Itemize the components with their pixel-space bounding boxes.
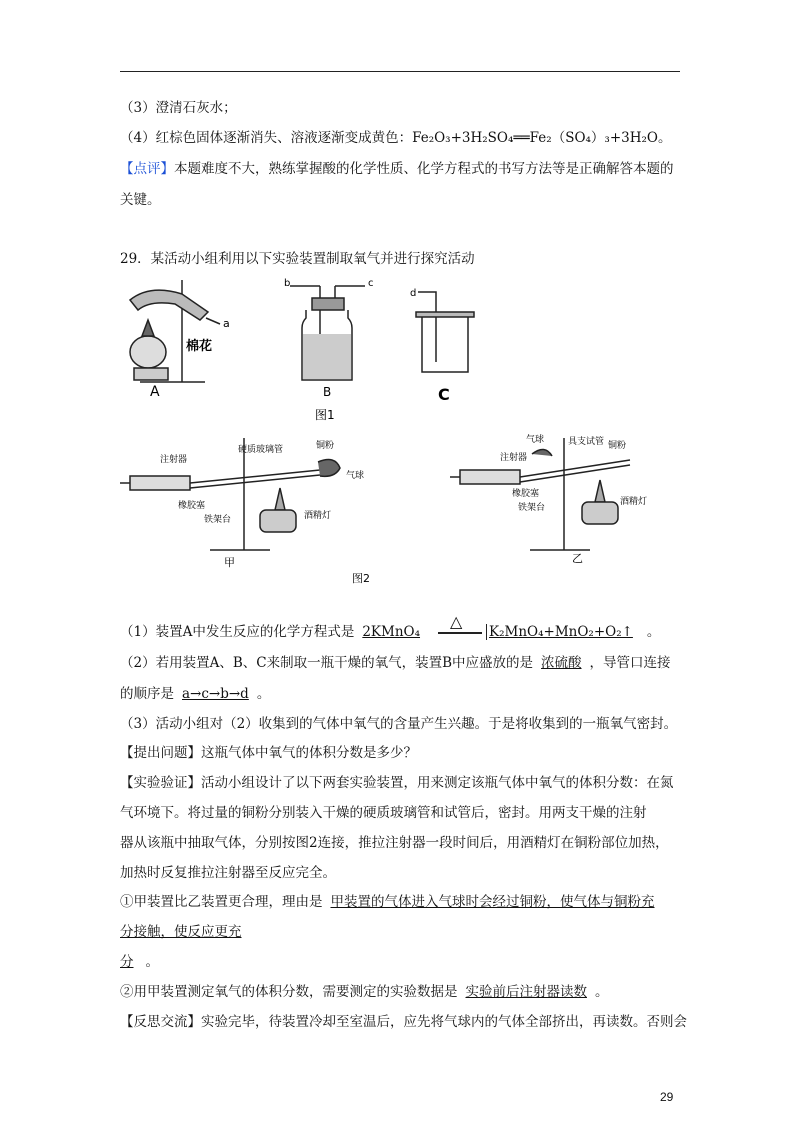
verify-line-4: 加热时反复推拉注射器至反应完全。 <box>120 865 336 881</box>
label-a: a <box>223 317 230 330</box>
label-rubber-plug-jia: 橡胶塞 <box>178 501 206 511</box>
delta-sign: △ <box>450 612 463 631</box>
label-glass-tube: 硬质玻璃管 <box>238 445 284 455</box>
answer-line-4: （4）红棕色固体逐渐消失、溶液逐渐变成黄色：Fe₂O₃+3H₂SO₄══Fe₂（SO₄）₃+3H₂O。 <box>120 130 672 146</box>
answer-line-3: （3）澄清石灰水； <box>120 100 237 116</box>
p2-line2-prefix: 的顺序是 <box>120 686 174 702</box>
figure-1-label: 图1 <box>315 408 335 422</box>
verify-line-2: 气环境下。将过量的铜粉分别装入干燥的硬质玻璃管和试管后，密封。用两支干燥的注射 <box>120 805 647 821</box>
question-text: 这瓶气体中氧气的体积分数是多少？ <box>201 745 417 761</box>
s1-answer-2: 分接触，使反应更充 <box>120 924 242 940</box>
apparatus-a <box>130 280 220 382</box>
p2-mid: ，导管口连接 <box>589 655 671 671</box>
label-syringe-jia: 注射器 <box>160 455 188 465</box>
question-tag: 【提出问题】 <box>120 745 201 761</box>
reflect-text: 实验完毕，待装置冷却至室温后，应先将气球内的气体全部挤出，再读数。否则会 <box>201 1014 687 1030</box>
s2-end: 。 <box>595 984 609 1000</box>
header-rule <box>120 71 680 72</box>
q29-part-1 <box>120 612 661 642</box>
label-c: c <box>368 278 374 289</box>
label-syringe-yi: 注射器 <box>500 453 528 463</box>
label-C: C <box>438 385 450 404</box>
label-copper-jia: 铜粉 <box>316 441 335 451</box>
label-cotton: 棉花 <box>186 339 213 354</box>
label-stand-jia: 铁架台 <box>204 515 232 525</box>
sub1-line-2 <box>120 922 242 942</box>
comment-text-1: 本题难度不大，熟练掌握酸的化学性质、化学方程式的书写方法等是正确解答本题的 <box>174 161 674 177</box>
p2-prefix: （2）若用装置A、B、C来制取一瓶干燥的氧气，装置B中应盛放的是 <box>120 655 534 671</box>
label-lamp-jia: 酒精灯 <box>304 511 332 521</box>
verify-text-1: 活动小组设计了以下两套实验装置，用来测定该瓶气体中氧气的体积分数：在氮 <box>201 775 674 791</box>
verify-tag: 【实验验证】 <box>120 775 201 791</box>
p1-prefix: （1）装置A中发生反应的化学方程式是 <box>120 624 355 640</box>
s1-end: 。 <box>145 954 159 970</box>
label-stand-yi: 铁架台 <box>518 503 546 513</box>
verify-line-1 <box>120 773 674 793</box>
label-copper-yi: 铜粉 <box>608 441 627 451</box>
comment-tag: 【点评】 <box>120 161 174 177</box>
q29-part-3: （3）活动小组对（2）收集到的气体中氧气的含量产生兴趣。于是将收集到的一瓶氧气密封。 <box>120 716 678 732</box>
figure-1 <box>120 272 500 436</box>
label-b: b <box>284 278 291 289</box>
s2-answer: 实验前后注射器读数 <box>465 984 587 1000</box>
label-rubber-plug-yi: 橡胶塞 <box>512 489 540 499</box>
sub1-line-1 <box>120 892 655 912</box>
label-B: B <box>323 385 332 399</box>
label-jia: 甲 <box>224 556 235 569</box>
p2-answer-2: a→c→b→d <box>182 686 249 702</box>
figure-2 <box>120 430 680 594</box>
s2-prefix: ②用甲装置测定氧气的体积分数，需要测定的实验数据是 <box>120 984 458 1000</box>
reflect-tag: 【反思交流】 <box>120 1014 201 1030</box>
label-d: d <box>410 288 417 299</box>
apparatus-jia <box>120 438 340 550</box>
label-yi: 乙 <box>572 552 583 565</box>
p1-answer-left: 2KMnO₄ <box>362 624 421 640</box>
label-A: A <box>150 384 160 400</box>
figure-2-label: 图2 <box>352 572 370 585</box>
question-29-stem: 29．某活动小组利用以下实验装置制取氧气并进行探究活动 <box>120 251 475 267</box>
p1-end: 。 <box>646 624 661 640</box>
label-balloon-jia: 气球 <box>346 471 365 481</box>
p2-answer-1: 浓硫酸 <box>541 655 582 671</box>
label-lamp-yi: 酒精灯 <box>620 497 648 507</box>
question-line <box>120 743 417 763</box>
s1-answer-3: 分 <box>120 954 134 970</box>
q29-part-2-line-1 <box>120 653 671 673</box>
apparatus-c <box>416 292 474 372</box>
p1-answer-right: K₂MnO₄+MnO₂+O₂↑ <box>486 624 647 640</box>
sub1-line-3 <box>120 952 159 972</box>
q29-part-2-line-2 <box>120 684 270 704</box>
s1-answer-1: 甲装置的气体进入气球时会经过铜粉，使气体与铜粉充 <box>330 894 655 910</box>
page-number: 29 <box>660 1090 674 1104</box>
apparatus-b <box>290 286 365 380</box>
reflect-line <box>120 1012 687 1032</box>
s1-prefix: ①甲装置比乙装置更合理，理由是 <box>120 894 323 910</box>
apparatus-yi <box>450 438 630 550</box>
comment-line-1 <box>120 159 674 179</box>
p2-end: 。 <box>256 686 271 702</box>
label-side-tube: 具支试管 <box>568 437 605 447</box>
comment-line-2: 关键。 <box>120 192 161 208</box>
sub2-line <box>120 982 609 1002</box>
verify-line-3: 器从该瓶中抽取气体，分别按图2连接，推拉注射器一段时间后，用酒精灯在铜粉部位加热， <box>120 835 669 851</box>
label-balloon-yi: 气球 <box>526 435 545 445</box>
